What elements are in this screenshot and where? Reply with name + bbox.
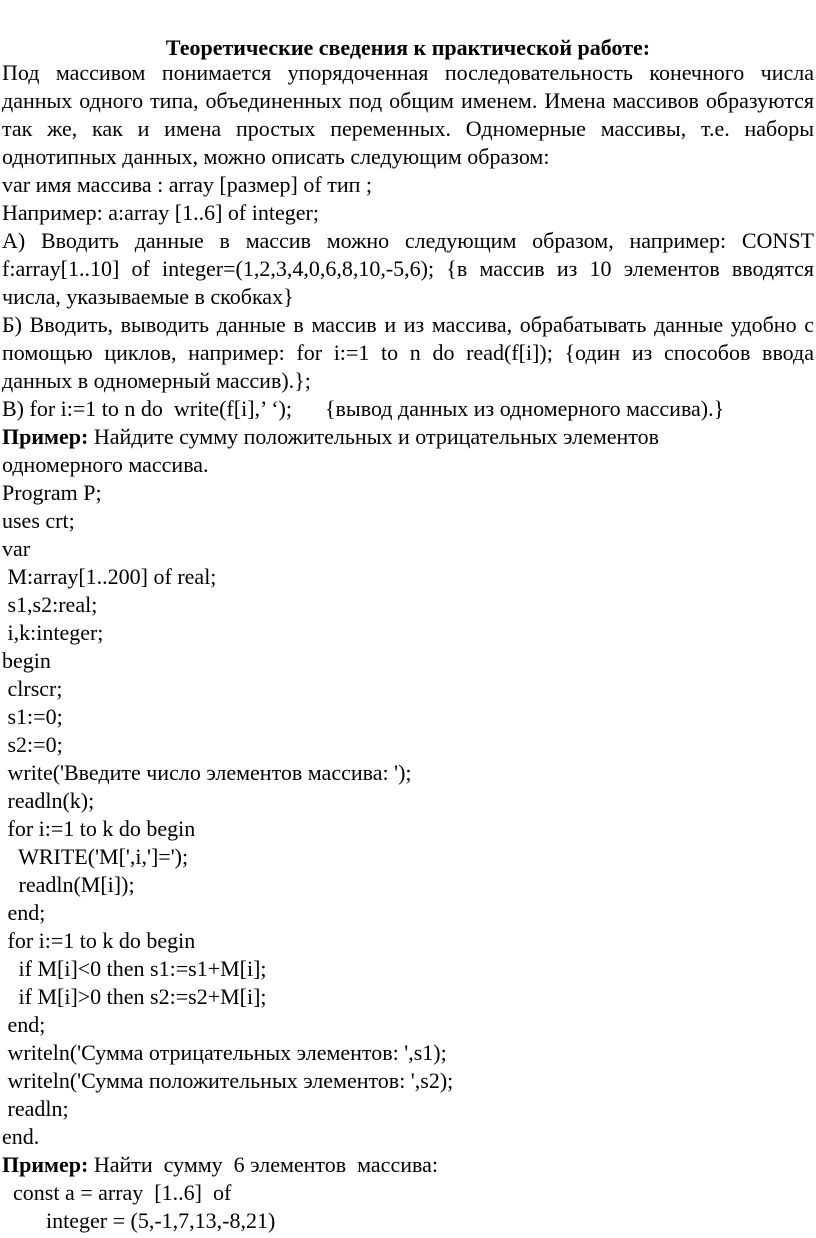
- example2-text: Найти сумму 6 элементов массива:: [88, 1152, 438, 1177]
- code-line: s2:=0;: [2, 732, 63, 757]
- code-line: for i:=1 to k do begin: [2, 928, 196, 953]
- code-line: s1,s2:real;: [2, 592, 98, 617]
- example2-code-line-2: integer = (5,-1,7,13,-8,21): [2, 1208, 276, 1233]
- example2-label: Пример:: [2, 1152, 89, 1177]
- point-a-paragraph: А) Вводить данные в массив можно следующим образом, например: CONST f:array[1..10] of integer=(1,2,3,4,0,6,8,10,-5,6); {в массив из 10 элементов вводятся числа, указываемые в скобках}: [2, 228, 814, 309]
- code-line: readln;: [2, 1096, 69, 1121]
- code-line: end;: [2, 1012, 46, 1037]
- code-line: Program P;: [2, 480, 102, 505]
- example2-code-line-1: const a = array [1..6] of: [2, 1180, 232, 1205]
- code-line: writeln('Сумма положительных элементов: ',s2);: [2, 1068, 454, 1093]
- code-line: i,k:integer;: [2, 620, 104, 645]
- code-line: readln(k);: [2, 788, 95, 813]
- example1-text: Найдите сумму положительных и отрицательных элементов: [88, 424, 659, 449]
- code-line: WRITE('M[',i,']=');: [2, 844, 189, 869]
- example1-text-cont: одномерного массива.: [2, 452, 209, 477]
- code-line: writeln('Сумма отрицательных элементов: ',s1);: [2, 1040, 447, 1065]
- example-declaration: Например: a:array [1..6] of integer;: [2, 200, 319, 225]
- code-line: var: [2, 536, 31, 561]
- code-line: readln(M[i]);: [2, 872, 135, 897]
- code-line: begin: [2, 648, 51, 673]
- example2-heading: [2, 1151, 438, 1179]
- example1-label: Пример:: [2, 424, 89, 449]
- code-line: write('Введите число элементов массива: ');: [2, 760, 412, 785]
- example1-heading: [2, 423, 659, 451]
- code-line: uses crt;: [2, 508, 75, 533]
- page-title: Теоретические сведения к практической работе:: [165, 35, 651, 60]
- point-b-paragraph: Б) Вводить, выводить данные в массив и из массива, обрабатывать данные удобно с помощью циклов, например: for i:=1 to n do read(f[i]); {один из способов ввода данных в одномерный массив).};: [2, 312, 814, 393]
- intro-paragraph: Под массивом понимается упорядоченная последовательность конечного числа данных одного типа, объединенных под общим именем. Имена массивов образуются так же, как и имена простых переменных. Одномерные массивы, т.е. наборы однотипных данных, можно описать следующим образом:: [2, 60, 814, 169]
- code-line: s1:=0;: [2, 704, 63, 729]
- code-line: M:array[1..200] of real;: [2, 564, 217, 589]
- code-line: end;: [2, 900, 46, 925]
- code-line: if M[i]<0 then s1:=s1+M[i];: [2, 956, 267, 981]
- code-line: for i:=1 to k do begin: [2, 816, 196, 841]
- point-v-line: В) for i:=1 to n do write(f[i],’ ‘); {вывод данных из одномерного массива).}: [2, 396, 725, 421]
- code-line: end.: [2, 1124, 40, 1149]
- code-line: if M[i]>0 then s2:=s2+M[i];: [2, 984, 267, 1009]
- syntax-line: var имя массива : array [размер] of тип ;: [2, 172, 372, 197]
- code-line: clrscr;: [2, 676, 63, 701]
